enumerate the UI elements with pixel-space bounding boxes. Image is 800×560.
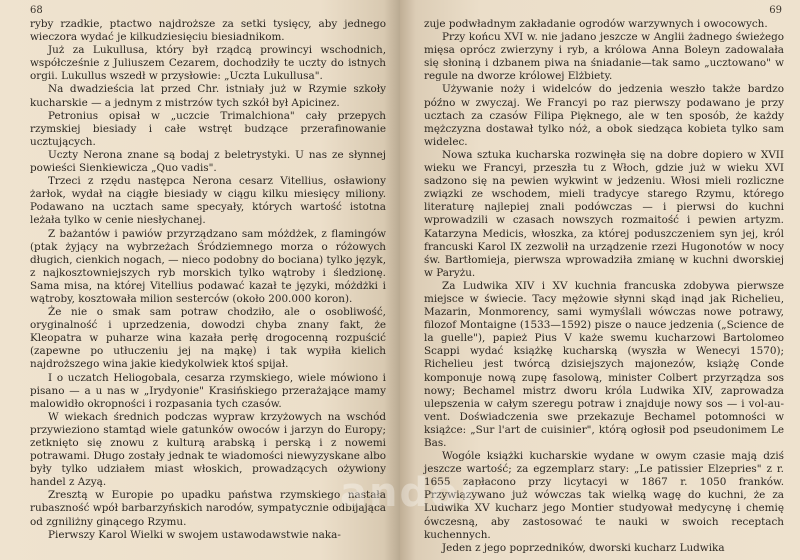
paragraph: Używanie noży i widelców do jedzenia weszło także bardzo późno w zwyczaj. We Francyi po raz pierwszy podawano je przy ucztach za czasów Filipa Pięknego, ale w ten sposób, że każdy mężczyzna dostawał tylko nóż, a obok siedząca kobieta tylko sam widelec. [424, 83, 784, 148]
left-page-text [30, 18, 386, 542]
paragraph: ryby rzadkie, ptactwo najdroższe za setki tysięcy, aby jednego wieczora wydać je kilkudziesięciu biesiadnikom. [30, 18, 386, 44]
paragraph: Zresztą w Europie po upadku państwa rzymskiego nastała rubaszność wpół barbarzyńskich narodów, sympatycznie odbijająca od zgniliżny ginącego Rzymu. [30, 489, 386, 528]
right-page-text [424, 18, 784, 555]
paragraph: I o uczatch Heliogobala, cesarza rzymskiego, wiele mówiono i pisano — a u nas w „Irydyonie" Krasińskiego przerażające mamy malowidło okropności i rozpasania tych czasów. [30, 371, 386, 410]
paragraph: Jeden z jego poprzedników, dworski kucharz Ludwika [442, 541, 725, 554]
page-number-left: 68 [30, 5, 43, 16]
paragraph: Nowa sztuka kucharska rozwinęła się na dobre dopiero w XVII wieku we Francyi, przeszła tu z Włoch, gdzie już w wieku XVI sadzono się na pewien wykwint w jedzeniu. Włosi mieli rozliczne związki ze wschodem, mieli tradycye starego Rzymu, którego literaturę najlepiej znali podówczas — i pierwsi do kuchni wprowadzili w czasach nowszych rozmaitość i pewien artyzm. Katarzyna Medicis, włoszka, za której poduszczeniem syn jej, król francuski Karol IX zezwolił na urządzenie rzezi Hugonotów w nocy św. Bartłomieja, pierwsza wprowadziła zmianę w kuchni dworskiej w Paryżu. [424, 148, 784, 279]
paragraph: Przy końcu XVI w. nie jadano jeszcze w Anglii żadnego świeżego mięsa oprócz zwierzyny i ryb, a królowa Anna Boleyn zadowalała się słoniną i dzbanem piwa na śniadanie—tak samo „ucztowano" w regule na dworze królowej Elżbiety. [424, 31, 784, 83]
paragraph: Już za Lukullusa, który był rządcą prowincyi wschodnich, współcześnie z Juliuszem Cezarem, dochodziły te uczty do istnych orgii. Lukullus wszedł w przysłowie: „Uczta Lukullusa". [30, 44, 386, 83]
paragraph: Z bażantów i pawiów przyrządzano sam móżdżek, z flamingów (ptak żyjący na wybrzeżach Śródziemnego morza o różowych długich, cienkich nogach, — nieco podobny do bociana) tylko język, z najkosztowniejszych ryb morskich tylko wątroby i śledzionę. Sama misa, na której Vitellius podawać kazał te języki, móżdżki i wątroby, kosztowała milion sesterców (około 200.000 koron). [30, 227, 386, 305]
page-number-right: 69 [769, 5, 782, 16]
right-page [400, 0, 800, 560]
paragraph: Trzeci z rzędu następca Nerona cesarz Vitellius, osławiony żarłok, wydał na ciągłe biesiady w ciągu kilku miesięcy miliony. Podawano na ucztach same specyały, których wartość istotna leżała tylko w cenie niesłychanej. [30, 175, 386, 227]
paragraph: Że nie o smak sam potraw chodziło, ale o osobliwość, oryginalność i uprzedzenia, dowodzi chyba znany fakt, że Kleopatra w puharze wina kazała perłę drogocenną rozpuścić (zapewne po utłuczeniu jej na mąkę) i tak wypiła kielich najdroższego wina jakie kiedykolwiek ktoś spijał. [30, 306, 386, 371]
paragraph: Za Ludwika XIV i XV kuchnia francuska zdobywa pierwsze miejsce w świecie. Tacy mężowie słynni skąd inąd jak Richelieu, Mazarin, Monmorency, sami wymyślali wówczas nowe potrawy, filozof Montaigne (1533—1592) pisze o nauce jedzenia („Scienсe de la guelle"), papież Pius V każe swemu kucharzowi Bartolomeo Scappi wydać książkę kucharską (wyszła w Wenecyi 1570); Richelieu jest twórcą dzisiejszych majonezów, książę Conde komponuje nową zupę fasolową, minister Colbert przyrządza sos nowy; Bechamel mistrz dworu króla Ludwika XIV, zaprowadza ulepszenia w całym szeregu potraw i znajduje nowy sos — i vol-au-vent. Doświadczenia swe przekazuje Bechamel potomności w książce: „Sur l'art de cuisinier", którą ogłosił pod pseudonimem Le Bas. [424, 279, 784, 449]
paragraph: zuje podwładnym zakładanie ogrodów warzywnych i owocowych. [424, 18, 768, 30]
paragraph: Uczty Nerona znane są bodaj z beletrystyki. U nas ze słynnej powieści Sienkiewicza „Quo vadis". [30, 148, 386, 175]
paragraph: Wogóle książki kucharskie wydane w owym czasie mają dziś jeszcze wartość; za egzemplarz stary: „Le patissier Elzepries" z r. 1655 zapłacono przy licytacyi w 1867 r. 1050 franków. Przywiązywano już wówczas tak wielką wagę do kuchni, że za Ludwika XV kucharz jego Montier studyował medycynę i chemię ówczesną, aby zastosować te nauki w swoich receptach kuchennych. [424, 450, 784, 541]
paragraph: W wiekach średnich podczas wypraw krzyżowych na wschód przywieziono stamtąd wiele gatunków owoców i jarzyn do Europy; zetknięto się znowu z kulturą arabską i perską i z nowemi potrawami. Długo zostały jednak te wiadomości niewyzyskane albo były tylko udziałem miast włoskich, prowadzących ożywiony handel z Azyą. [30, 410, 386, 489]
paragraph: Pierwszy Karol Wielki w swojem ustawodawstwie naka- [48, 528, 341, 541]
paragraph: Petronius opisał w „uczcie Trimalchiona" cały przepych rzymskiej biesiady i całe wstręt budzące przerafinowanie ucztujących. [30, 109, 386, 148]
paragraph: Na dwadzieścia lat przed Chr. istniały już w Rzymie szkoły kucharskie — a jednym z mistrzów tych szkół był Apicinez. [30, 83, 386, 109]
watermark: andor [340, 470, 482, 516]
